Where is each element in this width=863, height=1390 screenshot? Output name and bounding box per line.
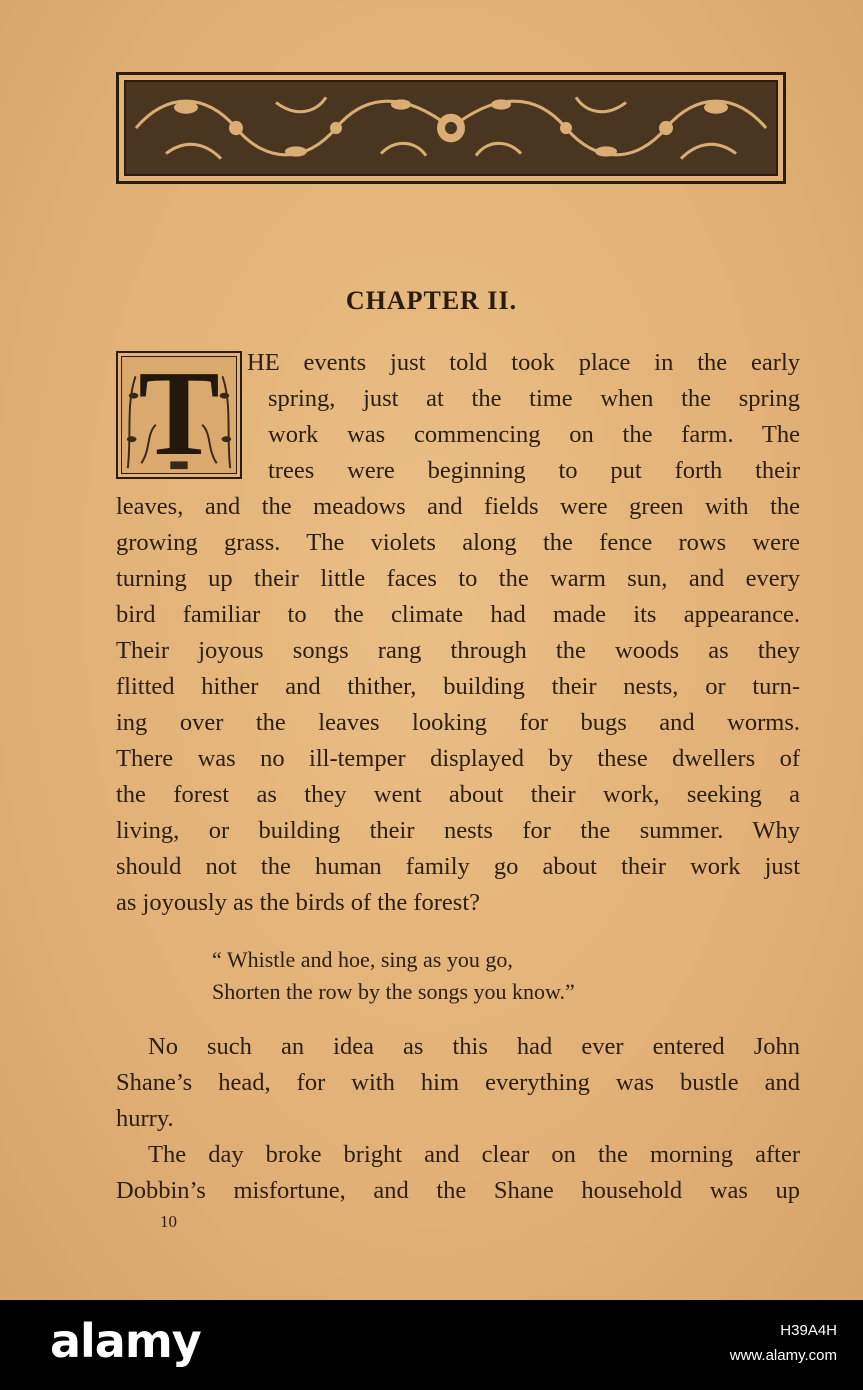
paragraph-line: Shane’s head, for with him everything was bustle and <box>116 1069 800 1096</box>
paragraph-line: trees were beginning to put forth their <box>268 457 800 484</box>
paragraph-line: No such an idea as this had ever entered John <box>148 1033 800 1060</box>
chapter-title: CHAPTER II. <box>345 286 518 315</box>
paragraph-line: Dobbin’s misfortune, and the Shane household was up <box>116 1177 800 1204</box>
paragraph-line: HE events just told took place in the early <box>247 349 800 376</box>
paragraph-line: the forest as they went about their work, seeking a <box>116 781 800 808</box>
paragraph-line: ing over the leaves looking for bugs and worms. <box>116 709 800 736</box>
paragraph-line: The day broke bright and clear on the morning after <box>148 1141 800 1168</box>
verse-line: “ Whistle and hoe, sing as you go, <box>212 947 513 972</box>
paragraph-line: There was no ill-temper displayed by these dwellers of <box>116 745 800 772</box>
paragraph-line: as joyously as the birds of the forest? <box>116 889 481 916</box>
paragraph-line: living, or building their nests for the summer. Why <box>116 817 800 844</box>
paragraph-line: flitted hither and thither, building their nests, or turn- <box>116 673 800 700</box>
alamy-logo: alamy <box>50 1314 201 1368</box>
paragraph-line: work was commencing on the farm. The <box>268 421 800 448</box>
illuminated-initial <box>116 351 242 479</box>
verse-line: Shorten the row by the songs you know.” <box>212 979 575 1004</box>
site-url: www.alamy.com <box>729 1347 837 1364</box>
decorative-header-ornament <box>116 72 786 184</box>
floral-scroll-icon <box>126 82 776 174</box>
image-id: H39A4H <box>780 1322 837 1339</box>
paragraph-line: hurry. <box>116 1105 174 1132</box>
paragraph-line: growing grass. The violets along the fence rows were <box>116 529 800 556</box>
drop-cap-letter: T <box>138 356 220 474</box>
paragraph-line: should not the human family go about their work just <box>116 853 800 880</box>
paragraph-line: bird familiar to the climate had made its appearance. <box>116 601 800 628</box>
paragraph-line: leaves, and the meadows and fields were green with the <box>116 493 800 520</box>
paragraph-line: Their joyous songs rang through the woods as they <box>116 637 800 664</box>
page-number: 10 <box>160 1212 177 1231</box>
paragraph-line: spring, just at the time when the spring <box>268 385 800 412</box>
paragraph-line: turning up their little faces to the warm sun, and every <box>116 565 800 592</box>
